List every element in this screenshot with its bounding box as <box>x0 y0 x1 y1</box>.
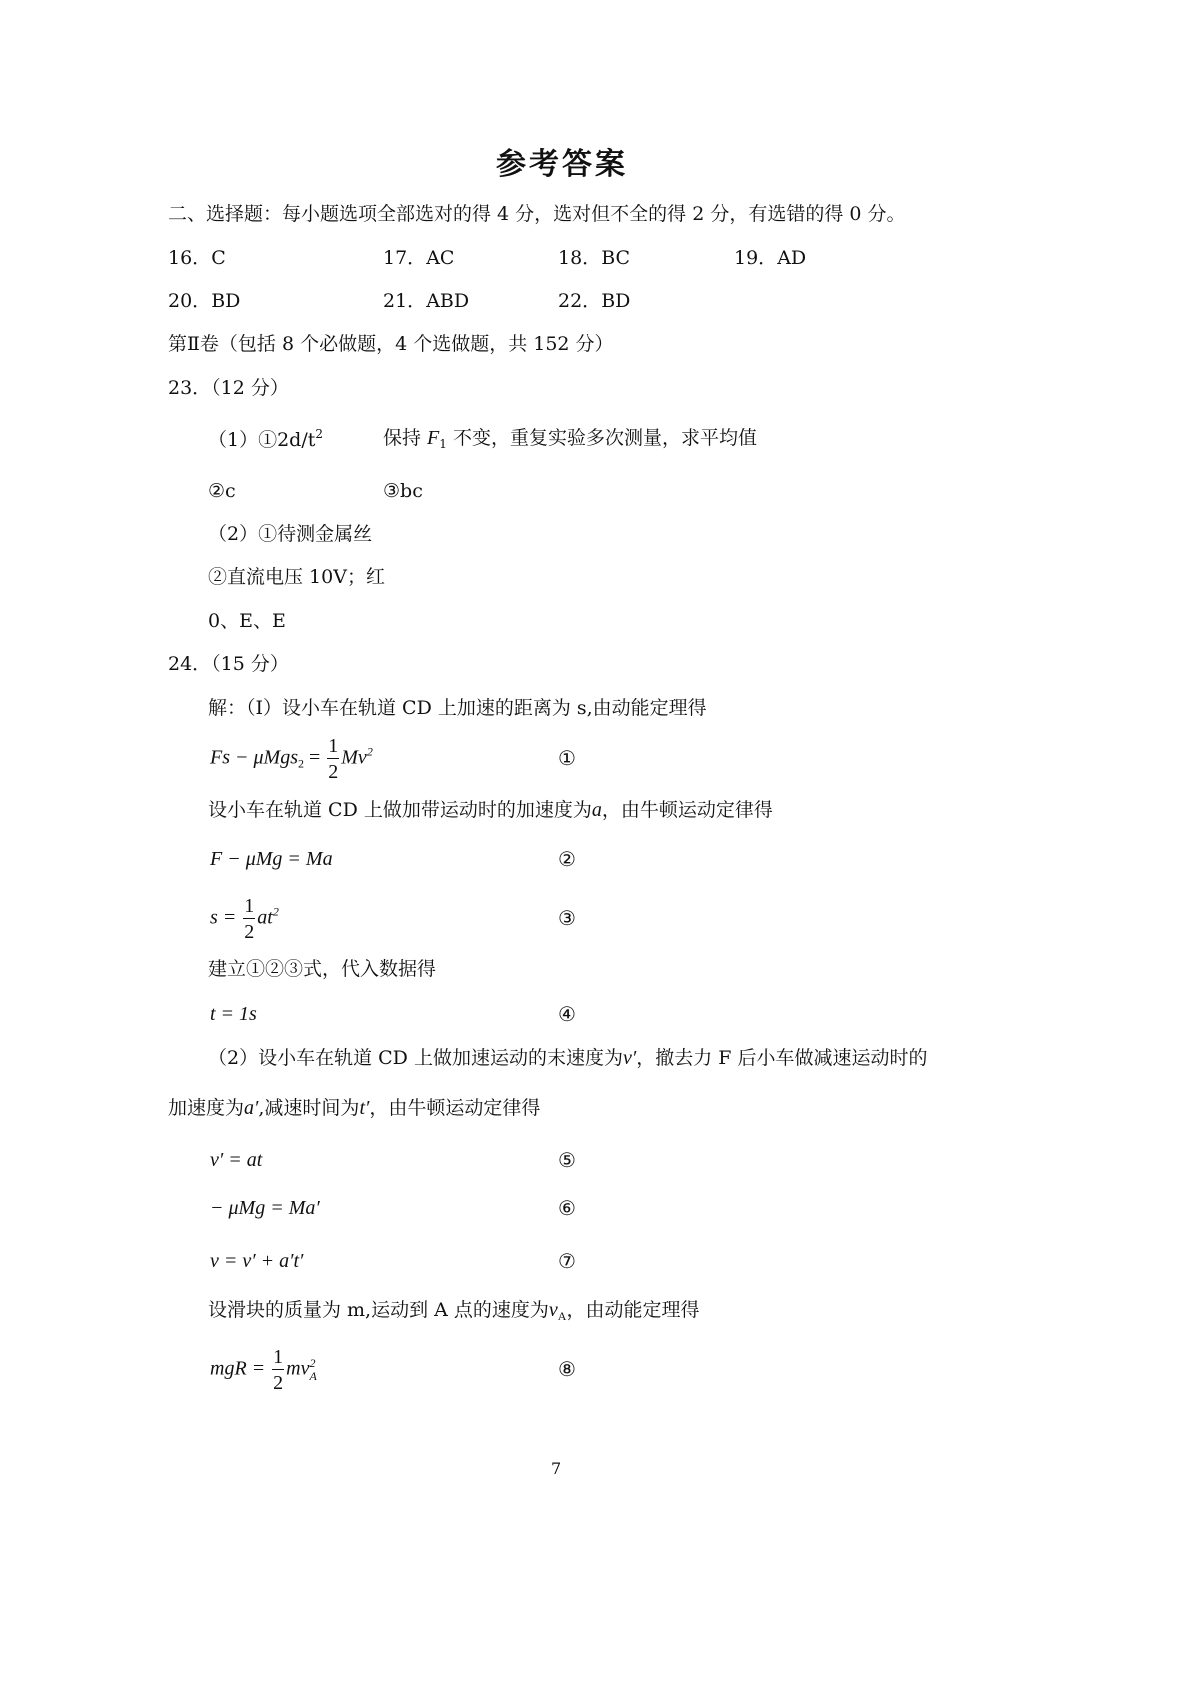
q23-l1b-pre: 保持 <box>383 427 428 449</box>
eq3-tag: ③ <box>558 906 576 930</box>
equation-7: v = v′ + a′t′ <box>210 1250 304 1272</box>
choice-num: 22． <box>558 290 602 312</box>
q23-l1b-sub: 1 <box>439 437 447 451</box>
eq8-rhs-sup: 2 <box>309 1355 316 1370</box>
eq8-scripts <box>309 1357 316 1383</box>
equation-1 <box>210 736 373 782</box>
part2-header: 第Ⅱ卷（包括 8 个必做题，4 个选做题，共 152 分） <box>168 333 614 355</box>
q24-part2-line1 <box>208 1048 927 1068</box>
eq1-tag: ① <box>558 746 576 770</box>
q23-l1a-sup: 2 <box>315 427 324 441</box>
q23-l1a-text: （1）①2d/t <box>208 429 316 451</box>
choice-answer: ABD <box>426 290 470 312</box>
q24-line4-post: ，由动能定理得 <box>566 1299 700 1321</box>
choice-19 <box>734 249 806 268</box>
equation-5: v′ = at <box>210 1149 263 1171</box>
eq4-tag: ④ <box>558 1002 576 1026</box>
equation-8 <box>210 1347 317 1393</box>
eq5-tag: ⑤ <box>558 1148 576 1172</box>
q24-part2-l2-var2: t′ <box>359 1097 370 1119</box>
choice-22 <box>558 292 630 311</box>
eq3-frac-num: 1 <box>244 895 255 917</box>
q24-line4-sub: A <box>557 1309 567 1323</box>
choice-num: 20． <box>168 290 212 312</box>
eq3-rhs-sup: 2 <box>272 904 279 919</box>
eq8-rhs: mv <box>286 1357 310 1380</box>
choice-16 <box>168 249 226 268</box>
equation-6: − μMg = Ma′ <box>210 1197 320 1219</box>
q24-part2-l1-var: v′ <box>622 1047 637 1069</box>
eq3-rhs: at <box>257 906 273 929</box>
q24-line4 <box>208 1300 699 1322</box>
eq3-lhs: s = <box>210 906 242 929</box>
eq7-tag: ⑦ <box>558 1249 576 1273</box>
q24-part2-l1-post: ，撤去力 F 后小车做减速运动时的 <box>636 1047 928 1069</box>
choice-num: 16． <box>168 247 212 269</box>
q24-line2 <box>208 800 773 820</box>
eq1-lhs-sub: 2 <box>297 756 304 771</box>
choice-num: 17． <box>383 247 427 269</box>
q24-intro: 解：（Ⅰ）设小车在轨道 CD 上加速的距离为 s,由动能定理得 <box>208 697 707 719</box>
eq1-frac-num: 1 <box>328 735 339 757</box>
eq3-fraction <box>243 896 255 942</box>
page-number: 7 <box>551 1459 562 1478</box>
choice-num: 21． <box>383 290 427 312</box>
page-title: 参考答案 <box>496 147 628 182</box>
q24-part2-line2 <box>168 1098 540 1118</box>
eq8-rhs-sub: A <box>309 1369 317 1383</box>
eq2-tag: ② <box>558 847 576 871</box>
choice-20 <box>168 292 240 311</box>
eq1-rhs: Mv <box>341 746 367 769</box>
q24-line2-post: ，由牛顿运动定律得 <box>601 799 773 821</box>
choice-21 <box>383 292 469 311</box>
eq1-frac-den: 2 <box>328 761 339 783</box>
q23-l1b-post: 不变，重复实验多次测量，求平均值 <box>446 427 757 449</box>
equation-3 <box>210 896 279 942</box>
eq8-lhs: mgR = <box>210 1357 271 1380</box>
q24-part2-l1-pre: （2）设小车在轨道 CD 上做加速运动的末速度为 <box>208 1047 623 1069</box>
choice-18 <box>558 249 630 268</box>
q24-line4-pre: 设滑块的质量为 m,运动到 A 点的速度为 <box>208 1299 549 1321</box>
q23-line1-b <box>383 428 757 450</box>
eq8-fraction <box>272 1347 284 1393</box>
eq1-equals: = <box>303 746 326 769</box>
choice-num: 19． <box>734 247 778 269</box>
eq8-tag: ⑧ <box>558 1357 576 1381</box>
q24-part2-l2-post: ，由牛顿运动定律得 <box>369 1097 541 1119</box>
q24-part2-l2-var1: a′ <box>244 1097 259 1119</box>
q23-line5: 0、E、E <box>208 610 286 632</box>
eq1-rhs-sup: 2 <box>366 744 373 759</box>
q23-line4: ②直流电压 10V；红 <box>208 566 385 588</box>
q23-line2-a: ②c <box>208 480 236 502</box>
q24-header: 24．（15 分） <box>168 653 289 675</box>
q24-line2-pre: 设小车在轨道 CD 上做加带运动时的加速度为 <box>208 799 592 821</box>
eq6-tag: ⑥ <box>558 1196 576 1220</box>
eq8-frac-den: 2 <box>273 1372 284 1394</box>
q24-part2-l2-mid: ,减速时间为 <box>258 1097 360 1119</box>
choice-num: 18． <box>558 247 602 269</box>
q23-l1b-var: F <box>427 427 440 449</box>
choice-answer: BC <box>601 247 631 269</box>
choice-answer: AD <box>777 247 807 269</box>
choice-answer: C <box>211 247 226 269</box>
choice-answer: AC <box>426 247 455 269</box>
section2-header: 二、选择题：每小题选项全部选对的得 4 分，选对但不全的得 2 分，有选错的得 0 分。 <box>168 203 906 225</box>
q23-line1-a <box>208 428 323 450</box>
eq1-fraction <box>327 736 339 782</box>
q23-line3: （2）①待测金属丝 <box>208 523 373 545</box>
choice-17 <box>383 249 454 268</box>
q24-part2-l2-pre: 加速度为 <box>168 1097 245 1119</box>
equation-4: t = 1s <box>210 1003 257 1025</box>
q24-line3: 建立①②③式，代入数据得 <box>208 958 437 980</box>
choice-answer: BD <box>211 290 241 312</box>
q24-line2-var: a <box>591 799 602 821</box>
eq1-lhs: Fs − μMgs <box>210 746 298 769</box>
q23-header: 23．（12 分） <box>168 377 289 399</box>
eq8-frac-num: 1 <box>273 1346 284 1368</box>
choice-answer: BD <box>601 290 631 312</box>
q24-line4-var: v <box>548 1299 558 1321</box>
q23-line2-b: ③bc <box>383 480 423 502</box>
equation-2: F − μMg = Ma <box>210 848 333 870</box>
eq3-frac-den: 2 <box>244 921 255 943</box>
